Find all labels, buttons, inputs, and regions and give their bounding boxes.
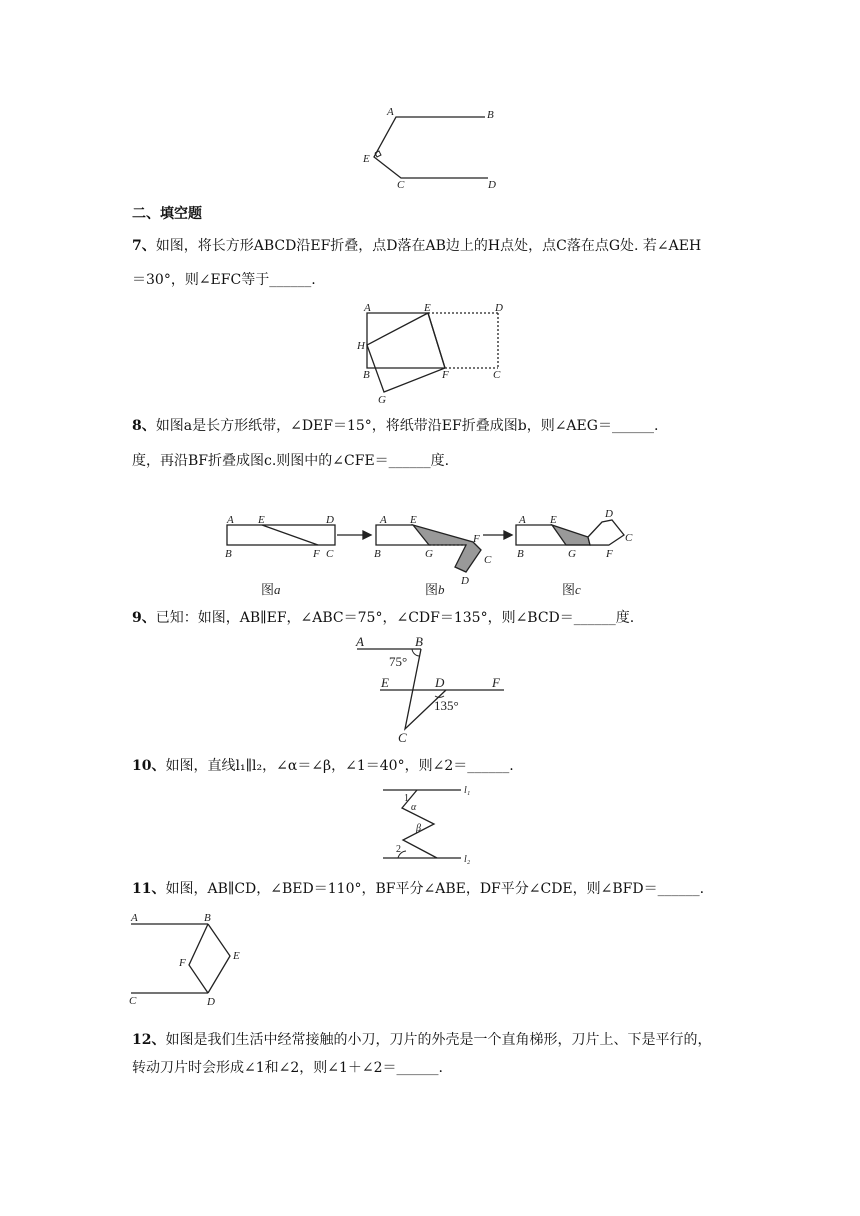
section-title: 二、填空题 bbox=[132, 206, 202, 222]
q11-number: 11、 bbox=[132, 881, 166, 897]
angle-2: 2 bbox=[396, 844, 401, 855]
fig-c-label-g: G bbox=[568, 548, 576, 560]
label-e: E bbox=[381, 675, 389, 690]
q9-text1: 已知：如图，AB∥EF，∠ABC＝75°，∠CDF＝135°，则∠BCD＝______度. bbox=[155, 610, 635, 626]
label-l2: l₂ bbox=[464, 854, 471, 865]
label-a: A bbox=[131, 912, 138, 924]
label-b: B bbox=[487, 109, 494, 121]
q11-text1: 如图，AB∥CD，∠BED＝110°，BF平分∠ABE，DF平分∠CDE，则∠BFD＝______. bbox=[165, 881, 705, 897]
angle-135: 135° bbox=[434, 698, 459, 713]
fig-a-label-e: E bbox=[258, 514, 265, 526]
q8-text1: 如图a是长方形纸带，∠DEF＝15°，将纸带沿EF折叠成图b，则∠AEG＝______. bbox=[155, 418, 659, 434]
angle-75: 75° bbox=[389, 654, 408, 669]
label-d: D bbox=[435, 675, 445, 690]
label-a: A bbox=[356, 634, 364, 649]
label-d: D bbox=[495, 302, 503, 314]
fig-c-label-a: A bbox=[519, 514, 526, 526]
label-b: B bbox=[415, 634, 423, 649]
label-g: G bbox=[378, 394, 386, 406]
q10-number: 10、 bbox=[132, 758, 166, 774]
label-e: E bbox=[233, 950, 240, 962]
angle-alpha: α bbox=[411, 802, 417, 813]
q7-number: 7、 bbox=[132, 238, 156, 254]
caption-b: 图b bbox=[425, 582, 445, 597]
caption-c: 图c bbox=[562, 582, 581, 597]
q9-number: 9、 bbox=[132, 610, 156, 626]
label-e: E bbox=[424, 302, 431, 314]
fig-b-label-a: A bbox=[380, 514, 387, 526]
q7-text1: 如图，将长方形ABCD沿EF折叠，点D落在AB边上的H点处，点C落在点G处. 若∠AEH bbox=[155, 238, 702, 254]
q10-text1: 如图，直线l₁∥l₂，∠α＝∠β，∠1＝40°，则∠2＝______. bbox=[165, 758, 514, 774]
fig-b-label-d: D bbox=[461, 575, 469, 587]
label-l1: l₁ bbox=[464, 785, 471, 796]
q7-line2: ＝30°，则∠EFC等于______. bbox=[132, 272, 316, 288]
label-c: C bbox=[129, 995, 137, 1007]
label-c: C bbox=[397, 179, 405, 191]
fig-b-label-c: C bbox=[484, 554, 492, 566]
label-e: E bbox=[363, 153, 370, 165]
label-c: C bbox=[493, 369, 501, 381]
label-f: F bbox=[442, 369, 449, 381]
label-d: D bbox=[488, 179, 496, 191]
label-d: D bbox=[207, 996, 215, 1008]
fig-a-label-c: C bbox=[326, 548, 334, 560]
label-b: B bbox=[363, 369, 370, 381]
fig-a-label-a: A bbox=[227, 514, 234, 526]
label-h: H bbox=[357, 340, 365, 352]
fig-a-label-b: B bbox=[225, 548, 232, 560]
label-b: B bbox=[204, 912, 211, 924]
fig-b-label-e: E bbox=[410, 514, 417, 526]
label-f: F bbox=[179, 957, 186, 969]
fig-c-label-d: D bbox=[605, 508, 613, 520]
q8-number: 8、 bbox=[132, 418, 156, 434]
q12-text1: 如图是我们生活中经常接触的小刀，刀片的外壳是一个直角梯形，刀片上、下是平行的， bbox=[165, 1032, 712, 1048]
label-a: A bbox=[364, 302, 371, 314]
fig-a-label-f: F bbox=[313, 548, 320, 560]
fig-c-label-b: B bbox=[517, 548, 524, 560]
label-c: C bbox=[398, 730, 407, 745]
q12-number: 12、 bbox=[132, 1032, 166, 1048]
fig-c-label-f: F bbox=[606, 548, 613, 560]
caption-a: 图a bbox=[261, 582, 281, 597]
angle-beta: β bbox=[416, 823, 421, 834]
fig-c-label-e: E bbox=[550, 514, 557, 526]
fig-b-label-b: B bbox=[374, 548, 381, 560]
fig-c-label-c: C bbox=[625, 532, 633, 544]
q12-line2: 转动刀片时会形成∠1和∠2，则∠1＋∠2＝______. bbox=[132, 1060, 444, 1076]
label-a: A bbox=[387, 106, 394, 118]
label-f: F bbox=[492, 675, 500, 690]
q12-line1 bbox=[132, 1030, 711, 1050]
q8-line2: 度，再沿BF折叠成图c.则图中的∠CFE＝______度. bbox=[132, 453, 450, 469]
fig-b-label-g: G bbox=[425, 548, 433, 560]
fig-b-label-f: F bbox=[473, 533, 480, 545]
fig-a-label-d: D bbox=[326, 514, 334, 526]
angle-1: 1 bbox=[404, 793, 409, 804]
